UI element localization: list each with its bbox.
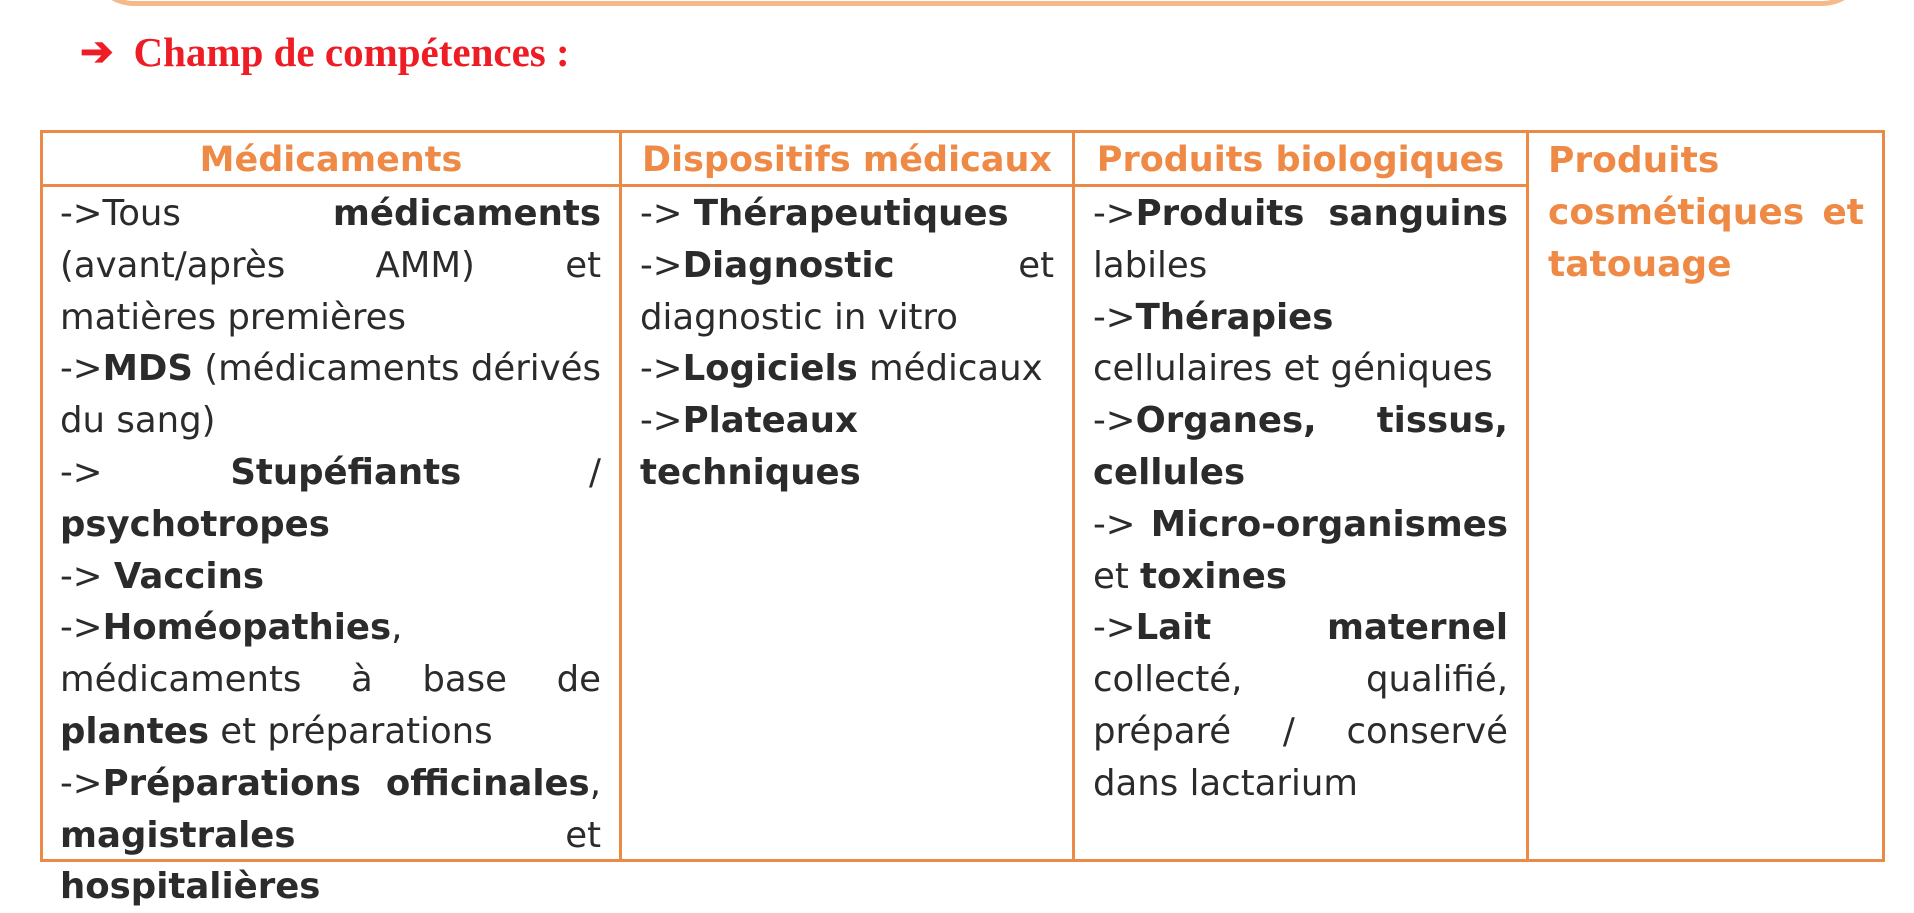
list-item	[60, 188, 601, 343]
item-text: ->	[60, 348, 103, 390]
section-heading	[80, 28, 570, 76]
bold-term: Thérapeutiques	[693, 193, 1009, 234]
list-item	[640, 240, 1054, 344]
bold-term: psychotropes	[60, 503, 330, 545]
column-divider	[1526, 130, 1529, 862]
column-header-dispositifs: Dispositifs médicaux	[642, 140, 1052, 180]
item-text: ->	[1093, 607, 1136, 649]
bold-term: hospitalières	[60, 866, 321, 908]
item-text: et	[295, 814, 601, 856]
item-text: ,	[589, 762, 601, 804]
list-item	[60, 758, 601, 913]
bold-term: Organes, tissus, cellules	[1093, 400, 1508, 493]
item-text: ->	[1093, 193, 1136, 234]
item-text: labiles	[1093, 244, 1208, 286]
item-text: et	[1093, 555, 1141, 597]
item-text: ->	[1093, 296, 1136, 338]
list-item	[640, 343, 1054, 395]
list-item	[1093, 499, 1508, 603]
top-frame-decoration	[88, 0, 1868, 6]
bold-term: médicaments	[332, 193, 601, 234]
column-divider	[1072, 130, 1075, 862]
item-text: ->	[640, 193, 694, 234]
bold-term: plantes	[60, 710, 209, 752]
bold-term: Homéopathies	[102, 607, 392, 649]
item-text: ->	[1093, 503, 1151, 545]
list-item	[1093, 602, 1508, 809]
item-text: (médicaments dérivés du sang)	[60, 348, 601, 442]
list-item	[1093, 292, 1508, 396]
bold-term: Stupéfiants	[230, 451, 462, 493]
arrow-right-icon: ➔	[80, 29, 114, 74]
item-text: ->	[60, 451, 231, 493]
item-text: ->	[60, 762, 103, 804]
bold-term: magistrales	[60, 814, 296, 856]
item-text: collecté, qualifié, préparé / conservé dans lactarium	[1093, 659, 1508, 804]
list-item	[1093, 395, 1508, 499]
column-body-dispositifs	[640, 188, 1054, 499]
item-text: cellulaires et géniques	[1093, 348, 1493, 390]
item-text: /	[461, 451, 602, 493]
item-text: ->	[60, 555, 114, 597]
list-item	[1093, 188, 1508, 292]
list-item	[60, 343, 601, 447]
list-item	[60, 602, 601, 757]
item-text: ->Tous	[60, 193, 333, 234]
item-text: , médicaments à base de	[60, 607, 601, 701]
item-text: ->	[640, 400, 683, 442]
list-item	[60, 551, 601, 603]
list-item	[640, 188, 1054, 240]
bold-term: Diagnostic	[682, 244, 895, 286]
bold-term: toxines	[1140, 555, 1287, 597]
item-text: ->	[1093, 400, 1136, 442]
bold-term: Thérapies	[1135, 296, 1334, 338]
item-text: ->	[60, 607, 103, 649]
list-item	[60, 447, 601, 551]
item-text: médicaux	[857, 348, 1043, 390]
column-body-produits-biologiques	[1093, 188, 1508, 810]
bold-term: Logiciels	[682, 348, 858, 390]
bold-term: Lait maternel	[1135, 607, 1508, 649]
column-divider	[619, 130, 622, 862]
item-text: ->	[640, 244, 683, 286]
list-item	[640, 395, 1054, 499]
bold-term: MDS	[102, 348, 193, 390]
bold-term: Préparations officinales	[102, 762, 590, 804]
column-header-medicaments: Médicaments	[199, 140, 463, 180]
item-text: (avant/après AMM) et matières premières	[60, 244, 601, 338]
item-text: ->	[640, 348, 683, 390]
bold-term: Produits sanguins	[1135, 193, 1508, 234]
header-divider	[40, 184, 1529, 187]
column-body-medicaments	[60, 188, 601, 913]
item-text: et préparations	[209, 710, 493, 752]
bold-term: Micro-organismes	[1150, 503, 1508, 545]
column-header-produits-biologiques: Produits biologiques	[1096, 140, 1505, 180]
bold-term: Vaccins	[113, 555, 264, 597]
item-text: et diagnostic in vitro	[640, 244, 1054, 338]
bold-term: Plateaux techniques	[640, 400, 861, 493]
column-header-cosmetiques: Produits cosmétiques et tatouage	[1548, 140, 1864, 285]
section-title: Champ de compétences :	[133, 29, 570, 75]
